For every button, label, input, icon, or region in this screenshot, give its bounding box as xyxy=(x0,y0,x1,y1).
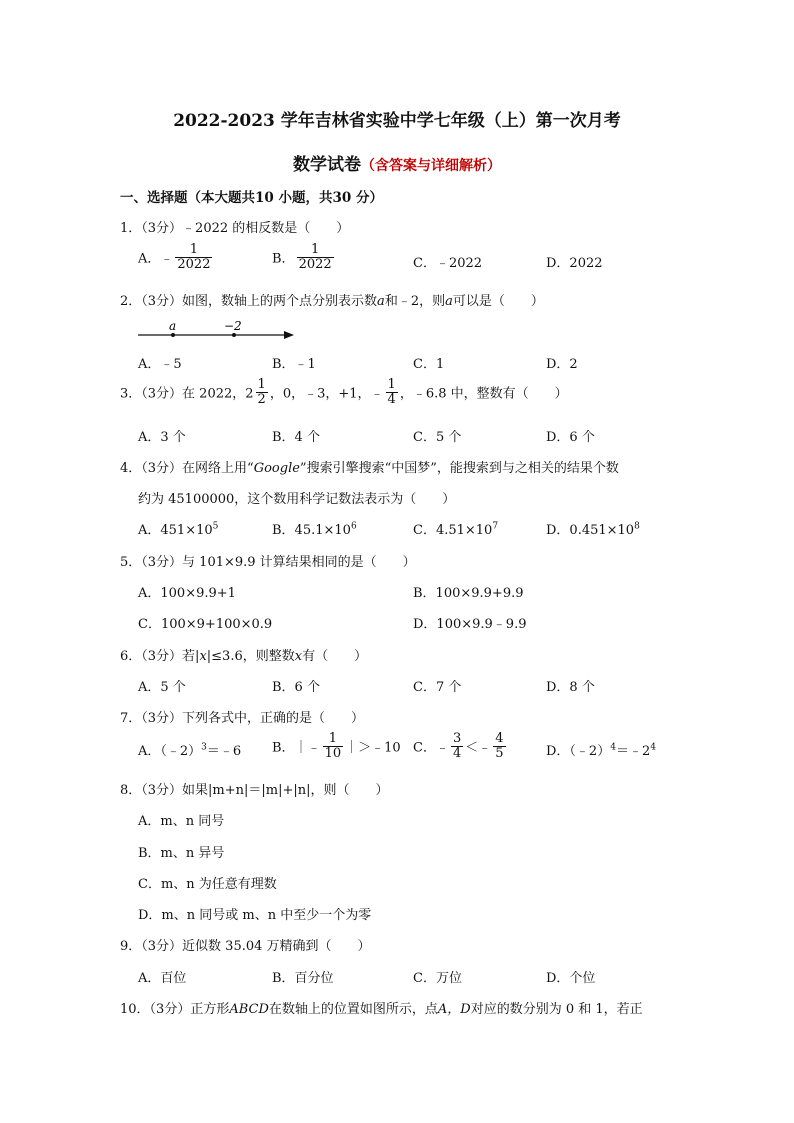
q4-c-exp: 7 xyxy=(492,521,499,532)
q3-mixed-den: 2 xyxy=(257,391,266,407)
q8-option-d: D．m、n 同号或 m、n 中至少一个为零 xyxy=(138,908,372,923)
q10-abcd: ABCD xyxy=(229,1002,269,1017)
q3-frac-den: 4 xyxy=(387,391,396,407)
q10-stem-mid: 在数轴上的位置如图所示，点 xyxy=(268,1002,438,1017)
q7-c-num1: 3 xyxy=(452,731,462,746)
q2-number-line-figure xyxy=(136,318,300,344)
q5-option-b: B．100×9.9+9.9 xyxy=(413,586,524,601)
q9-option-d: D．个位 xyxy=(546,971,596,986)
q4-stem-pre: 4．（3分）在网络上用“ xyxy=(120,461,254,476)
q2-stem xyxy=(120,290,544,309)
q1-a-label: A．﹣ xyxy=(138,251,174,267)
q2-stem-post: 可以是（ ） xyxy=(452,294,544,309)
q9-option-c: C．万位 xyxy=(413,971,462,986)
q1-b-fraction xyxy=(297,243,334,271)
q7-c-fraction-1 xyxy=(451,732,463,760)
q7-b-den: 10 xyxy=(324,745,342,761)
q1-a-num: 1 xyxy=(175,243,212,258)
q10-stem xyxy=(120,998,643,1017)
q4-b-base: B．45.1×10 xyxy=(272,523,351,538)
q7-option-a xyxy=(138,740,241,759)
q7-c-den2: 5 xyxy=(495,745,504,761)
q2-option-c: C．1 xyxy=(413,357,445,372)
q1-stem: 1．（3分）﹣2022 的相反数是（ ） xyxy=(120,221,350,236)
q7-c-num2: 4 xyxy=(495,731,504,746)
q3-stem-post: ，﹣6.8 中，整数有（ ） xyxy=(399,386,568,402)
q7-c-fraction-2 xyxy=(493,732,505,760)
q5-option-c: C．100×9+100×0.9 xyxy=(138,617,273,632)
q2-option-b: B．﹣1 xyxy=(272,357,316,372)
q7-b-post: ｜＞﹣10 xyxy=(345,740,401,756)
q4-stem-line1 xyxy=(120,457,619,476)
q1-a-fraction xyxy=(175,243,212,271)
subtitle-note: （含答案与详细解析） xyxy=(361,158,501,174)
q4-option-b xyxy=(272,519,357,538)
q3-fraction xyxy=(386,378,398,406)
q3-option-d: D．6 个 xyxy=(546,430,595,445)
q2-var-a-2: a xyxy=(445,294,453,309)
q5-stem: 5．（3分）与 101×9.9 计算结果相同的是（ ） xyxy=(120,555,416,570)
q2-label-minus2: −2 xyxy=(224,319,242,333)
q2-var-a: a xyxy=(377,294,385,309)
q7-a-pre: A．（﹣2） xyxy=(138,744,202,759)
q4-option-a xyxy=(138,519,218,538)
q7-option-b xyxy=(272,732,401,760)
q4-option-c xyxy=(413,519,498,538)
q7-d-pre: D．（﹣2） xyxy=(546,744,611,759)
page-title: 2022-2023 学年吉林省实验中学七年级（上）第一次月考 xyxy=(173,111,621,131)
q4-option-d xyxy=(546,519,640,538)
q3-stem xyxy=(120,378,568,406)
q3-option-a: A．3 个 xyxy=(138,430,186,445)
q7-a-exp: 3 xyxy=(201,742,207,753)
q4-b-exp: 6 xyxy=(350,521,357,532)
q6-stem-pre: 6．（3分）若| xyxy=(120,649,200,664)
q2-stem-mid: 和﹣2，则 xyxy=(384,294,446,309)
q7-d-exp2: 4 xyxy=(650,742,656,753)
page-subtitle xyxy=(0,150,794,175)
q6-var-x-2: x xyxy=(294,649,303,664)
q1-option-b xyxy=(272,243,336,271)
q2-point-a xyxy=(171,333,175,337)
q6-stem xyxy=(120,645,367,664)
q7-option-c xyxy=(413,732,508,760)
q1-a-den: 2022 xyxy=(177,256,211,272)
q1-b-num: 1 xyxy=(297,243,334,258)
q7-c-mid: ＜﹣ xyxy=(465,740,492,756)
q4-d-exp: 8 xyxy=(634,521,640,532)
q6-option-a: A．5 个 xyxy=(138,680,186,695)
q7-c-den1: 4 xyxy=(452,745,462,761)
q4-c-base: C．4.51×10 xyxy=(413,523,493,538)
q7-a-post: ＝﹣6 xyxy=(206,744,242,759)
q7-c-pre: C．﹣ xyxy=(413,740,449,756)
q2-option-a: A．﹣5 xyxy=(138,357,182,372)
q8-option-c: C．m、n 为任意有理数 xyxy=(138,877,277,892)
q3-option-c: C．5 个 xyxy=(413,430,462,445)
q4-d-base: D．0.451×10 xyxy=(546,523,635,538)
q8-option-b: B．m、n 异号 xyxy=(138,846,225,861)
q8-option-a: A．m、n 同号 xyxy=(138,814,225,829)
q9-option-a: A．百位 xyxy=(138,971,187,986)
q2-label-a: a xyxy=(169,319,177,333)
q5-option-a: A．100×9.9+1 xyxy=(138,586,236,601)
q6-stem-post: 有（ ） xyxy=(302,649,368,664)
q6-var-x: x xyxy=(199,649,207,664)
q2-point-minus2 xyxy=(232,333,236,337)
q6-option-d: D．8 个 xyxy=(546,680,595,695)
q3-option-b: B．4 个 xyxy=(272,430,320,445)
q7-option-d xyxy=(546,740,656,759)
q7-b-num: 1 xyxy=(323,732,344,747)
q2-stem-pre: 2．（3分）如图，数轴上的两个点分别表示数 xyxy=(120,294,378,309)
q6-stem-mid: |≤3.6，则整数 xyxy=(206,649,295,664)
q8-stem: 8．（3分）如果|m+n|＝|m|+|n|，则（ ） xyxy=(120,783,389,798)
q7-b-pre: B．｜﹣ xyxy=(272,740,321,756)
q1-option-d: D．2022 xyxy=(546,256,603,271)
q1-b-label: B． xyxy=(272,251,295,267)
q10-stem-pre: 10．（3分）正方形 xyxy=(120,1002,230,1017)
q10-ad: A，D xyxy=(437,1002,471,1017)
q4-google: Google xyxy=(253,461,300,476)
subtitle-main: 数学试卷 xyxy=(293,155,361,175)
q4-stem-line2: 约为 45100000，这个数用科学记数法表示为（ ） xyxy=(138,492,456,507)
q9-stem: 9．（3分）近似数 35.04 万精确到（ ） xyxy=(120,939,371,954)
q6-option-b: B．6 个 xyxy=(272,680,320,695)
q7-b-fraction xyxy=(323,732,344,760)
q4-a-base: A．451×10 xyxy=(138,523,213,538)
q7-d-exp1: 4 xyxy=(610,742,616,753)
q2-axis-arrow xyxy=(284,331,294,339)
q7-stem: 7．（3分）下列各式中，正确的是（ ） xyxy=(120,711,365,726)
q3-stem-mid: ，0，﹣3，+1，﹣ xyxy=(269,386,384,402)
section-heading: 一、选择题（本大题共10 小题，共30 分） xyxy=(120,190,383,206)
q3-frac-num: 1 xyxy=(387,377,396,392)
q6-option-c: C．7 个 xyxy=(413,680,462,695)
q1-b-den: 2022 xyxy=(298,256,332,272)
q3-mixed-num: 1 xyxy=(257,377,266,392)
q2-option-d: D．2 xyxy=(546,357,578,372)
q5-option-d: D．100×9.9﹣9.9 xyxy=(413,617,527,632)
q7-d-mid: ＝﹣2 xyxy=(615,744,651,759)
q3-stem-pre: 3．（3分）在 2022，2 xyxy=(120,386,254,402)
q1-option-c: C．﹣2022 xyxy=(413,256,483,271)
q10-stem-post: 对应的数分别为 0 和 1，若正 xyxy=(470,1002,643,1017)
q1-option-a xyxy=(138,243,214,271)
q4-a-exp: 5 xyxy=(212,521,219,532)
q9-option-b: B．百分位 xyxy=(272,971,334,986)
q3-mixed-fraction xyxy=(256,378,268,406)
q4-stem-post: ”搜索引擎搜索“中国梦”，能搜索到与之相关的结果个数 xyxy=(299,461,619,476)
